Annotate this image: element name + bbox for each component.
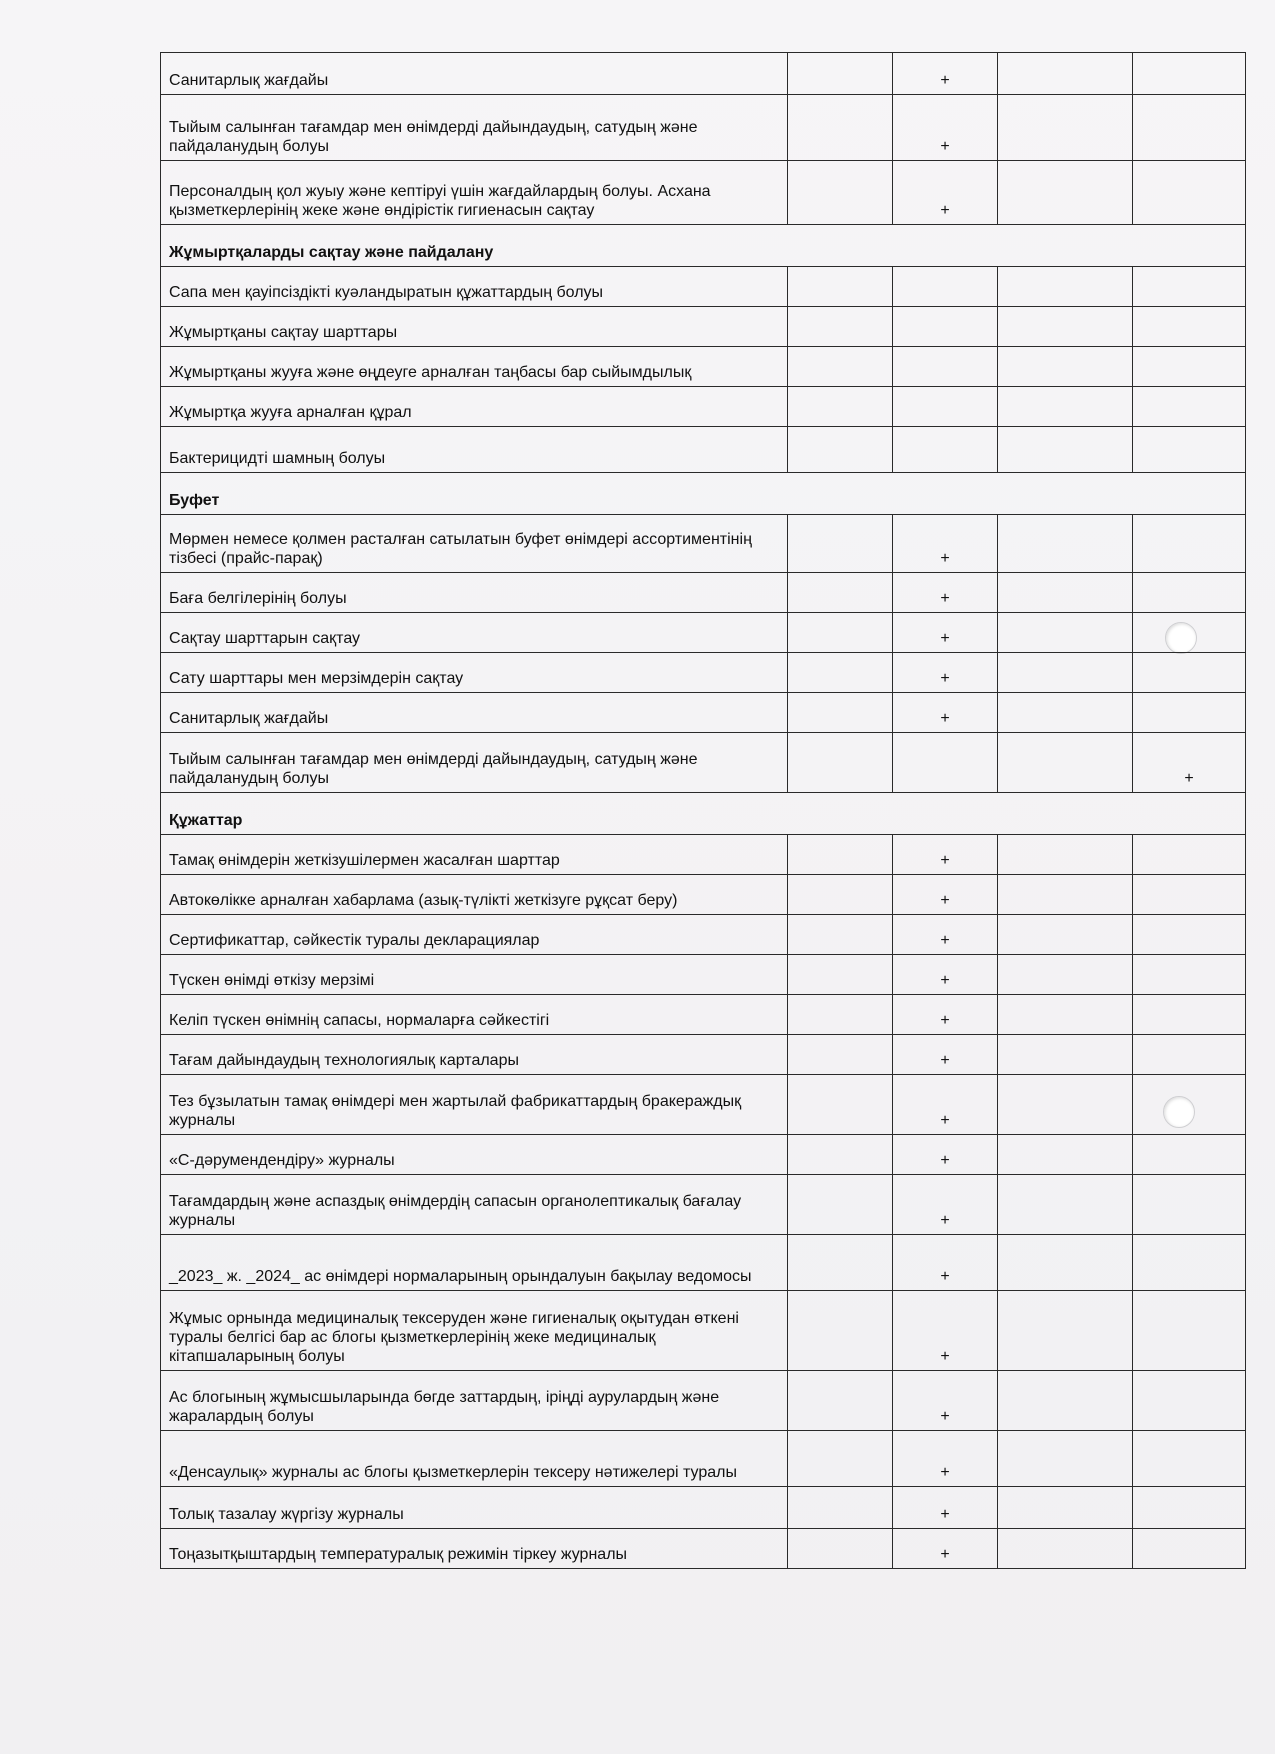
mark-cell (788, 573, 893, 613)
section-title: Буфет (161, 473, 1246, 515)
mark-cell (893, 995, 998, 1035)
plus-mark: + (940, 202, 950, 219)
mark-cell (893, 613, 998, 653)
mark-cell (893, 1529, 998, 1569)
mark-cell (998, 1075, 1133, 1135)
table-row (161, 955, 1246, 995)
criterion-text: Жұмыртқа жууға арналған құрал (161, 387, 788, 427)
plus-mark: + (940, 550, 950, 567)
table-row (161, 733, 1246, 793)
mark-cell (788, 835, 893, 875)
mark-cell (788, 387, 893, 427)
criterion-text: Тағам дайындаудың технологиялық карталары (161, 1035, 788, 1075)
section-header-row (161, 793, 1246, 835)
criterion-text: Сертификаттар, сәйкестік туралы декларациялар (161, 915, 788, 955)
mark-cell (1133, 387, 1246, 427)
plus-mark: + (940, 932, 950, 949)
mark-cell (998, 347, 1133, 387)
criterion-text: Толық тазалау жүргізу журналы (161, 1487, 788, 1529)
table-row (161, 693, 1246, 733)
mark-cell (1133, 613, 1246, 653)
table-row (161, 95, 1246, 161)
mark-cell (1133, 835, 1246, 875)
mark-cell (893, 875, 998, 915)
mark-cell (893, 1291, 998, 1371)
mark-cell (893, 427, 998, 473)
mark-cell (998, 427, 1133, 473)
mark-cell (788, 915, 893, 955)
criterion-text: Ас блогының жұмысшыларында бөгде заттардың, іріңді аурулардың және жаралардың болуы (161, 1371, 788, 1431)
mark-cell (893, 693, 998, 733)
criterion-text: Сапа мен қауіпсіздікті куәландыратын құжаттардың болуы (161, 267, 788, 307)
mark-cell (788, 427, 893, 473)
mark-cell (1133, 515, 1246, 573)
mark-cell (998, 1487, 1133, 1529)
mark-cell (893, 267, 998, 307)
mark-cell (893, 1235, 998, 1291)
table-row (161, 573, 1246, 613)
mark-cell (893, 1135, 998, 1175)
criterion-text: Жұмыс орнында медициналық тексеруден және гигиеналық оқытудан өткені туралы белгісі бар ас блогы қызметкерлерінің жеке медициналық кітапшаларының болуы (161, 1291, 788, 1371)
table-row (161, 875, 1246, 915)
plus-mark: + (940, 138, 950, 155)
table-row (161, 613, 1246, 653)
table-row (161, 653, 1246, 693)
mark-cell (1133, 267, 1246, 307)
mark-cell (1133, 573, 1246, 613)
mark-cell (1133, 1175, 1246, 1235)
mark-cell (998, 733, 1133, 793)
mark-cell (893, 1431, 998, 1487)
plus-mark: + (940, 892, 950, 909)
mark-cell (788, 1487, 893, 1529)
plus-mark: + (940, 1052, 950, 1069)
mark-cell (893, 955, 998, 995)
mark-cell (998, 1529, 1133, 1569)
mark-cell (893, 387, 998, 427)
plus-mark: + (940, 1112, 950, 1129)
mark-cell (998, 1431, 1133, 1487)
mark-cell (998, 53, 1133, 95)
mark-cell (788, 267, 893, 307)
mark-cell (788, 1075, 893, 1135)
table-row (161, 307, 1246, 347)
mark-cell (998, 955, 1133, 995)
mark-cell (893, 573, 998, 613)
mark-cell (788, 53, 893, 95)
mark-cell (1133, 955, 1246, 995)
mark-cell (893, 1075, 998, 1135)
checklist-table (160, 52, 1246, 1569)
mark-cell (788, 1175, 893, 1235)
mark-cell (788, 1035, 893, 1075)
mark-cell (1133, 915, 1246, 955)
plus-mark: + (940, 1012, 950, 1029)
mark-cell (788, 1291, 893, 1371)
mark-cell (893, 95, 998, 161)
criterion-text: Баға белгілерінің болуы (161, 573, 788, 613)
mark-cell (893, 161, 998, 225)
mark-cell (788, 95, 893, 161)
mark-cell (998, 995, 1133, 1035)
criterion-text: Сақтау шарттарын сақтау (161, 613, 788, 653)
plus-mark: + (940, 1348, 950, 1365)
table-row (161, 1529, 1246, 1569)
mark-cell (1133, 1431, 1246, 1487)
table-row (161, 1291, 1246, 1371)
table-row (161, 1175, 1246, 1235)
mark-cell (788, 613, 893, 653)
section-title: Жұмыртқаларды сақтау және пайдалану (161, 225, 1246, 267)
plus-mark: + (940, 972, 950, 989)
plus-mark: + (940, 590, 950, 607)
mark-cell (788, 1529, 893, 1569)
criterion-text: _2023_ ж. _2024_ ас өнімдері нормаларының орындалуын бақылау ведомосы (161, 1235, 788, 1291)
criterion-text: Тыйым салынған тағамдар мен өнімдерді дайындаудың, сатудың және пайдаланудың болуы (161, 95, 788, 161)
table-row (161, 387, 1246, 427)
plus-mark: + (940, 670, 950, 687)
criterion-text: Тоңазытқыштардың температуралық режимін тіркеу журналы (161, 1529, 788, 1569)
mark-cell (893, 515, 998, 573)
mark-cell (998, 613, 1133, 653)
table-row (161, 347, 1246, 387)
mark-cell (893, 1487, 998, 1529)
mark-cell (893, 835, 998, 875)
mark-cell (1133, 1135, 1246, 1175)
mark-cell (1133, 427, 1246, 473)
table-row (161, 1135, 1246, 1175)
mark-cell (788, 733, 893, 793)
section-title: Құжаттар (161, 793, 1246, 835)
criterion-text: Тыйым салынған тағамдар мен өнімдерді дайындаудың, сатудың және пайдаланудың болуы (161, 733, 788, 793)
mark-cell (1133, 995, 1246, 1035)
mark-cell (1133, 1235, 1246, 1291)
mark-cell (1133, 1529, 1246, 1569)
plus-mark: + (940, 1152, 950, 1169)
mark-cell (1133, 161, 1246, 225)
mark-cell (788, 955, 893, 995)
mark-cell (1133, 693, 1246, 733)
criterion-text: Жұмыртқаны жууға және өңдеуге арналған таңбасы бар сыйымдылық (161, 347, 788, 387)
mark-cell (788, 995, 893, 1035)
plus-mark: + (940, 72, 950, 89)
mark-cell (1133, 1075, 1246, 1135)
mark-cell (1133, 875, 1246, 915)
mark-cell (998, 1235, 1133, 1291)
table-row (161, 1235, 1246, 1291)
table-row (161, 1371, 1246, 1431)
criterion-text: Түскен өнімді өткізу мерзімі (161, 955, 788, 995)
mark-cell (893, 347, 998, 387)
criterion-text: Жұмыртқаны сақтау шарттары (161, 307, 788, 347)
criterion-text: Мөрмен немесе қолмен расталған сатылатын буфет өнімдері ассортиментінің тізбесі (прайс-парақ) (161, 515, 788, 573)
mark-cell (1133, 347, 1246, 387)
table-row (161, 995, 1246, 1035)
table-row (161, 1035, 1246, 1075)
mark-cell (893, 653, 998, 693)
mark-cell (998, 267, 1133, 307)
table-row (161, 161, 1246, 225)
mark-cell (1133, 307, 1246, 347)
criterion-text: Тағамдардың және аспаздық өнімдердің сапасын органолептикалық бағалау журналы (161, 1175, 788, 1235)
mark-cell (893, 1035, 998, 1075)
table-row (161, 267, 1246, 307)
mark-cell (788, 653, 893, 693)
plus-mark: + (1184, 770, 1194, 787)
mark-cell (1133, 1291, 1246, 1371)
table-row (161, 53, 1246, 95)
criterion-text: Санитарлық жағдайы (161, 693, 788, 733)
mark-cell (998, 1135, 1133, 1175)
criterion-text: «С-дәрумендендіру» журналы (161, 1135, 788, 1175)
mark-cell (1133, 1487, 1246, 1529)
criterion-text: Келіп түскен өнімнің сапасы, нормаларға сәйкестігі (161, 995, 788, 1035)
mark-cell (1133, 733, 1246, 793)
criterion-text: Санитарлық жағдайы (161, 53, 788, 95)
section-header-row (161, 473, 1246, 515)
criterion-text: Сату шарттары мен мерзімдерін сақтау (161, 653, 788, 693)
criterion-text: Автокөлікке арналған хабарлама (азық-түлікті жеткізуге рұқсат беру) (161, 875, 788, 915)
mark-cell (893, 1175, 998, 1235)
plus-mark: + (940, 1464, 950, 1481)
mark-cell (1133, 1371, 1246, 1431)
mark-cell (1133, 653, 1246, 693)
table-row (161, 1075, 1246, 1135)
mark-cell (788, 693, 893, 733)
table-row (161, 1431, 1246, 1487)
plus-mark: + (940, 1212, 950, 1229)
mark-cell (998, 875, 1133, 915)
criterion-text: Тез бұзылатын тамақ өнімдері мен жартылай фабрикаттардың бракераждық журналы (161, 1075, 788, 1135)
plus-mark: + (940, 1546, 950, 1563)
table-row (161, 1487, 1246, 1529)
plus-mark: + (940, 630, 950, 647)
mark-cell (788, 1431, 893, 1487)
mark-cell (788, 161, 893, 225)
table-row (161, 427, 1246, 473)
table-row (161, 915, 1246, 955)
mark-cell (1133, 95, 1246, 161)
mark-cell (998, 1175, 1133, 1235)
section-header-row (161, 225, 1246, 267)
mark-cell (788, 307, 893, 347)
mark-cell (788, 1371, 893, 1431)
mark-cell (998, 515, 1133, 573)
mark-cell (788, 1135, 893, 1175)
mark-cell (998, 307, 1133, 347)
mark-cell (893, 915, 998, 955)
mark-cell (998, 1035, 1133, 1075)
mark-cell (998, 95, 1133, 161)
plus-mark: + (940, 710, 950, 727)
mark-cell (998, 653, 1133, 693)
mark-cell (893, 53, 998, 95)
mark-cell (788, 875, 893, 915)
plus-mark: + (940, 1268, 950, 1285)
mark-cell (998, 1371, 1133, 1431)
mark-cell (998, 573, 1133, 613)
criterion-text: Тамақ өнімдерін жеткізушілермен жасалған шарттар (161, 835, 788, 875)
mark-cell (998, 693, 1133, 733)
criterion-text: Бактерицидті шамның болуы (161, 427, 788, 473)
mark-cell (998, 915, 1133, 955)
plus-mark: + (940, 852, 950, 869)
mark-cell (1133, 1035, 1246, 1075)
mark-cell (893, 733, 998, 793)
mark-cell (998, 387, 1133, 427)
mark-cell (893, 1371, 998, 1431)
plus-mark: + (940, 1506, 950, 1523)
mark-cell (998, 835, 1133, 875)
plus-mark: + (940, 1408, 950, 1425)
checklist-body (161, 53, 1246, 1569)
table-row (161, 835, 1246, 875)
mark-cell (788, 1235, 893, 1291)
mark-cell (893, 307, 998, 347)
mark-cell (1133, 53, 1246, 95)
criterion-text: «Денсаулық» журналы ас блогы қызметкерлерін тексеру нәтижелері туралы (161, 1431, 788, 1487)
mark-cell (998, 1291, 1133, 1371)
mark-cell (998, 161, 1133, 225)
mark-cell (788, 347, 893, 387)
table-row (161, 515, 1246, 573)
criterion-text: Персоналдың қол жуыу және кептіруі үшін жағдайлардың болуы. Асхана қызметкерлерінің жеке және өндірістік гигиенасын сақтау (161, 161, 788, 225)
mark-cell (788, 515, 893, 573)
